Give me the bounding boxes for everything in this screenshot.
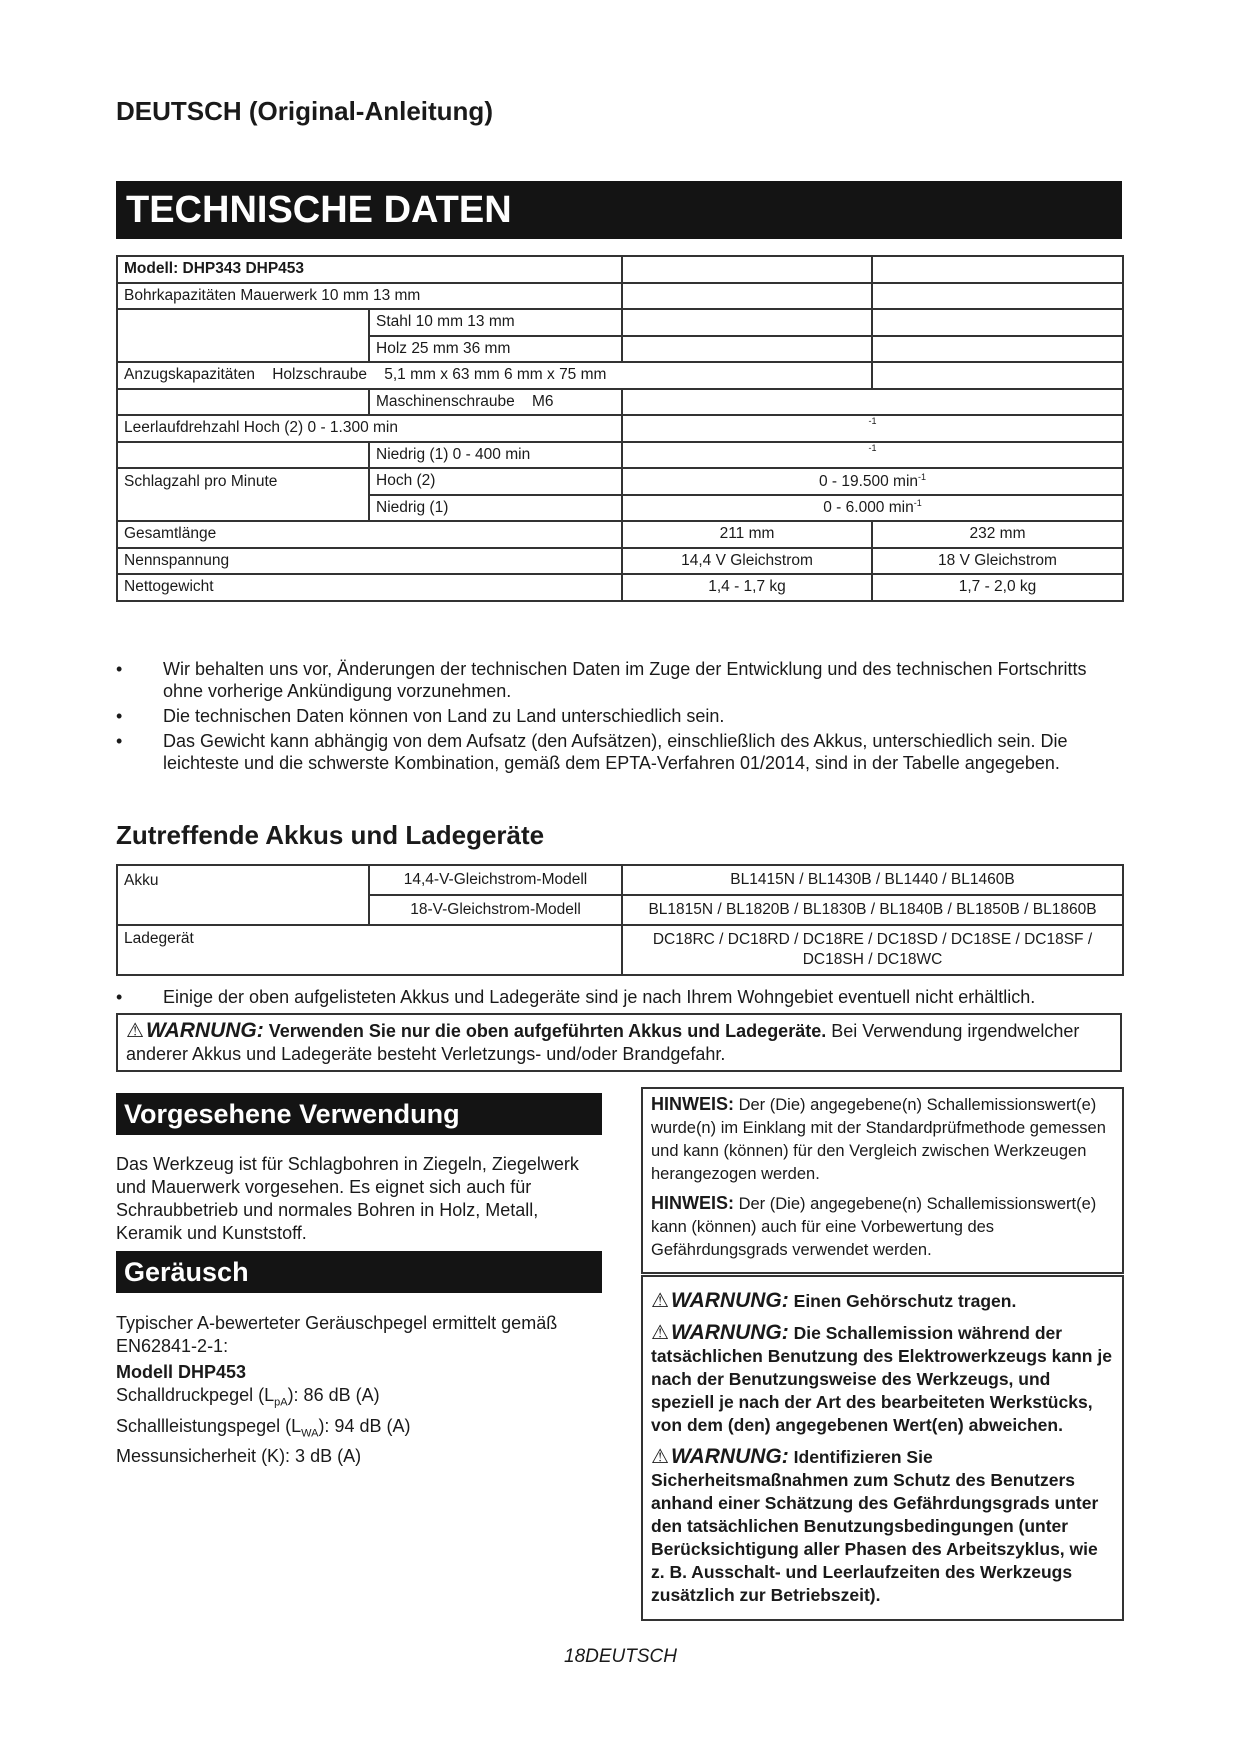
note-2 <box>651 1192 1114 1262</box>
no-load-speed-cell: Leerlaufdrehzahl Hoch (2) 0 - 1.300 min <box>117 415 622 442</box>
exponent-cell <box>622 415 1123 442</box>
intended-use-text: Das Werkzeug ist für Schlagbohren in Ziegeln, Ziegelwerk und Mauerwerk vorgesehen. Es eignet sich auch für Schraubbetrieb und normales Bohren in Holz, Metall, Keramik und Kunststoff. <box>116 1154 579 1243</box>
table-row <box>117 283 1123 310</box>
battery-warning-box <box>116 1013 1122 1072</box>
weight-label: Nettogewicht <box>117 574 622 601</box>
empty-cell <box>117 495 369 522</box>
batteries-note-list <box>116 986 1122 1011</box>
exponent: -1 <box>918 471 927 482</box>
noise-lpa <box>116 1384 616 1415</box>
voltage-value-1: 14,4 V Gleichstrom <box>622 548 872 575</box>
blows-high-text: 0 - 19.500 min <box>818 472 919 490</box>
empty-cell <box>117 389 369 416</box>
length-value-1: 211 mm <box>622 521 872 548</box>
exponent-cell <box>622 442 1123 469</box>
table-row <box>117 442 1123 469</box>
table-row <box>117 256 1123 283</box>
empty-cell <box>872 309 1123 336</box>
table-row <box>117 865 1123 895</box>
empty-cell <box>622 309 872 336</box>
noise-intro: Typischer A-bewerteter Geräuschpegel ermittelt gemäß EN62841-2-1: <box>116 1313 558 1356</box>
length-value-2: 232 mm <box>872 521 1123 548</box>
model-cell: Modell: DHP343 DHP453 <box>117 256 622 283</box>
intended-use-title: Vorgesehene Verwendung <box>116 1093 602 1135</box>
table-row <box>117 495 1123 522</box>
empty-cell <box>117 895 369 925</box>
list-item: • Das Gewicht kann abhängig von dem Aufsatz (den Aufsätzen), einschließlich des Akkus, unterschiedlich sein. Die leichteste und die schwerste Kombination, gemäß dem EPTA-Verfahren 01/2014, sind in der Tabelle angegeben. <box>116 730 1122 774</box>
battery-label: Akku <box>117 865 369 895</box>
exponent: -1 <box>913 498 922 509</box>
warning-2-text: Die Schallemission während der tatsächlichen Benutzung des Elektrowerkzeugs kann je nach der Benutzungsweise des Werkzeugs, und speziell je nach der Art des bearbeiteten Werkstücks, von dem (den) angegebenen Wert(en) abweichen. <box>651 1323 1112 1435</box>
empty-cell <box>872 362 1123 389</box>
warning-triangle-icon: ⚠ <box>651 1446 669 1468</box>
spec-table <box>116 255 1124 602</box>
lwa-value: ): 94 dB (A) <box>318 1415 411 1436</box>
warning-word: WARNUNG: <box>670 1289 789 1312</box>
warning-label <box>651 1445 789 1468</box>
warning-word: WARNUNG: <box>670 1321 789 1344</box>
table-row <box>117 468 1123 495</box>
tech-data-title: TECHNISCHE DATEN <box>116 181 1122 239</box>
lwa-subscript: WA <box>301 1427 319 1440</box>
table-row <box>117 548 1123 575</box>
lpa-value: ): 86 dB (A) <box>287 1385 380 1405</box>
model-18-batteries: BL1815N / BL1820B / BL1830B / BL1840B / BL1850B / BL1860B <box>622 895 1123 925</box>
blows-low-text: 0 - 6.000 min <box>823 499 914 517</box>
noise-uncertainty: Messunsicherheit (K): 3 dB (A) <box>116 1446 362 1467</box>
wood-screw-label: Holzschraube <box>272 366 367 384</box>
note-1 <box>651 1093 1114 1186</box>
notes-box <box>641 1087 1124 1274</box>
blows-low-label: Niedrig (1) <box>369 495 622 522</box>
model-144-batteries: BL1415N / BL1430B / BL1440 / BL1460B <box>622 865 1123 895</box>
warning-1-text: Einen Gehörschutz tragen. <box>793 1291 1017 1311</box>
list-item: • Die technischen Daten können von Land zu Land unterschiedlich sein. <box>116 705 1122 727</box>
warning-bold-text: Verwenden Sie nur die oben aufgeführten Akkus und Ladegeräte. <box>268 1021 827 1041</box>
noise-model: Modell DHP453 <box>116 1362 247 1382</box>
empty-cell <box>622 389 1123 416</box>
machine-screw-cell <box>369 389 622 416</box>
warning-label <box>651 1321 789 1344</box>
warning-triangle-icon: ⚠ <box>651 1322 669 1344</box>
fastening-cell <box>117 362 872 389</box>
lpa-prefix: Schalldruckpegel (L <box>116 1385 275 1405</box>
blows-high-value <box>622 468 1123 495</box>
page-footer: 18DEUTSCH <box>564 1646 677 1667</box>
warning-2 <box>651 1321 1114 1437</box>
table-row <box>117 389 1123 416</box>
spec-notes-list <box>116 658 1122 777</box>
weight-value-2: 1,7 - 2,0 kg <box>872 574 1123 601</box>
model-18-label: 18-V-Gleichstrom-Modell <box>369 895 622 925</box>
note-label: HINWEIS: <box>651 1193 734 1213</box>
warning-label <box>651 1289 789 1312</box>
machine-screw-label: Maschinenschraube <box>376 392 515 410</box>
warning-3 <box>651 1445 1114 1607</box>
language-header: DEUTSCH (Original-Anleitung) <box>116 96 493 126</box>
list-item: • Einige der oben aufgelisteten Akkus und Ladegeräte sind je nach Ihrem Wohngebiet eventuell nicht erhältlich. <box>116 986 1122 1008</box>
warning-triangle-icon: ⚠ <box>126 1020 144 1042</box>
empty-cell <box>872 283 1123 310</box>
blows-label-cell: Schlagzahl pro Minute <box>117 468 369 495</box>
table-row <box>117 521 1123 548</box>
empty-cell <box>117 309 369 336</box>
batteries-heading: Zutreffende Akkus und Ladegeräte <box>116 820 545 850</box>
empty-cell <box>622 336 872 363</box>
blows-high-label: Hoch (2) <box>369 468 622 495</box>
note-label: HINWEIS: <box>651 1094 734 1114</box>
empty-cell <box>117 336 369 363</box>
warning-word: WARNUNG: <box>145 1019 264 1042</box>
table-row <box>117 925 1123 975</box>
no-load-low-cell: Niedrig (1) 0 - 400 min <box>369 442 622 469</box>
machine-screw-value: M6 <box>531 392 554 410</box>
charger-label: Ladegerät <box>117 925 622 975</box>
empty-cell <box>117 442 369 469</box>
warning-3-text: Identifizieren Sie Sicherheitsmaßnahmen zum Schutz des Benutzers anhand einer Schätzung des Gefährdungsgrads unter den tatsächlichen Benutzungsbedingungen (unter Berücksichtigung aller Phasen des Arbeitszyklus, wie z. B. Ausschalt- und Leerlaufzeiten des Werkzeugs zusätzlich zur Betriebszeit). <box>651 1447 1099 1605</box>
voltage-label: Nennspannung <box>117 548 622 575</box>
lwa-prefix: Schallleistungspegel (L <box>116 1415 302 1436</box>
length-label: Gesamtlänge <box>117 521 622 548</box>
noise-lwa <box>116 1415 616 1446</box>
table-row <box>117 574 1123 601</box>
wood-screw-value: 5,1 mm x 63 mm 6 mm x 75 mm <box>384 366 607 384</box>
table-row <box>117 336 1123 363</box>
empty-cell <box>872 336 1123 363</box>
fastening-label: Anzugskapazitäten <box>124 366 255 384</box>
drill-steel-cell: Stahl 10 mm 13 mm <box>369 309 622 336</box>
table-row <box>117 362 1123 389</box>
empty-cell <box>622 256 872 283</box>
warning-label <box>126 1019 264 1042</box>
model-144-label: 14,4-V-Gleichstrom-Modell <box>369 865 622 895</box>
table-row <box>117 309 1123 336</box>
warning-triangle-icon: ⚠ <box>651 1290 669 1312</box>
weight-value-1: 1,4 - 1,7 kg <box>622 574 872 601</box>
note-2-text: Der (Die) angegebene(n) Schallemissionswert(e) kann (können) auch für eine Vorbewertung des Gefährdungsgrads verwendet werden. <box>651 1195 1097 1259</box>
warning-text: Bei Verwendung irgendwelcher anderer Akkus und Ladegeräte besteht Verletzungs- und/oder Brandgefahr. <box>126 1021 1080 1064</box>
empty-cell <box>622 283 872 310</box>
warning-1 <box>651 1289 1114 1313</box>
exponent: -1 <box>868 416 877 426</box>
blows-low-value <box>622 495 1123 522</box>
table-row <box>117 415 1123 442</box>
table-row <box>117 895 1123 925</box>
drill-masonry-cell: Bohrkapazitäten Mauerwerk 10 mm 13 mm <box>117 283 622 310</box>
charger-models: DC18RC / DC18RD / DC18RE / DC18SD / DC18SE / DC18SF / DC18SH / DC18WC <box>622 925 1123 975</box>
note-1-text: Der (Die) angegebene(n) Schallemissionswert(e) wurde(n) im Einklang mit der Standardprüfmethode gemessen und kann (können) für den Vergleich zwischen Werkzeugen herangezogen werden. <box>651 1096 1106 1183</box>
voltage-value-2: 18 V Gleichstrom <box>872 548 1123 575</box>
noise-section <box>116 1312 616 1468</box>
noise-title: Geräusch <box>116 1251 602 1293</box>
empty-cell <box>872 256 1123 283</box>
warning-word: WARNUNG: <box>670 1445 789 1468</box>
lpa-subscript: pA <box>274 1396 288 1409</box>
batteries-table <box>116 864 1124 976</box>
noise-warnings-box <box>641 1275 1124 1621</box>
exponent: -1 <box>868 442 877 453</box>
list-item: • Wir behalten uns vor, Änderungen der technischen Daten im Zuge der Entwicklung und des technischen Fortschritts ohne vorherige Ankündigung vorzunehmen. <box>116 658 1122 702</box>
drill-wood-cell: Holz 25 mm 36 mm <box>369 336 622 363</box>
